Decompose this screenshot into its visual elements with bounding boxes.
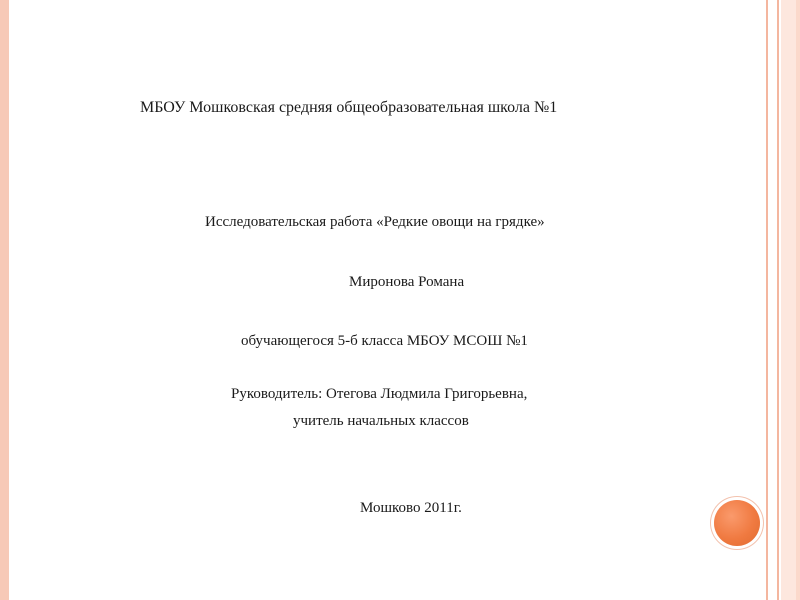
place-and-year: Мошково 2011г. — [360, 500, 462, 516]
right-border-edge — [796, 0, 800, 600]
school-name: МБОУ Мошковская средняя общеобразовательная школа №1 — [140, 99, 558, 116]
left-border-decoration — [0, 0, 9, 600]
supervisor: Руководитель: Отегова Людмила Григорьевна, — [231, 386, 528, 402]
right-border-band — [781, 0, 796, 600]
work-title: Исследовательская работа «Редкие овощи на грядке» — [205, 214, 545, 230]
right-border-line — [766, 0, 768, 600]
orange-circle-decoration — [714, 500, 760, 546]
author-name: Миронова Романа — [349, 274, 465, 290]
supervisor-position: учитель начальных классов — [293, 413, 469, 429]
author-grade: обучающегося 5-б класса МБОУ МСОШ №1 — [241, 333, 528, 349]
right-border-line — [777, 0, 779, 600]
